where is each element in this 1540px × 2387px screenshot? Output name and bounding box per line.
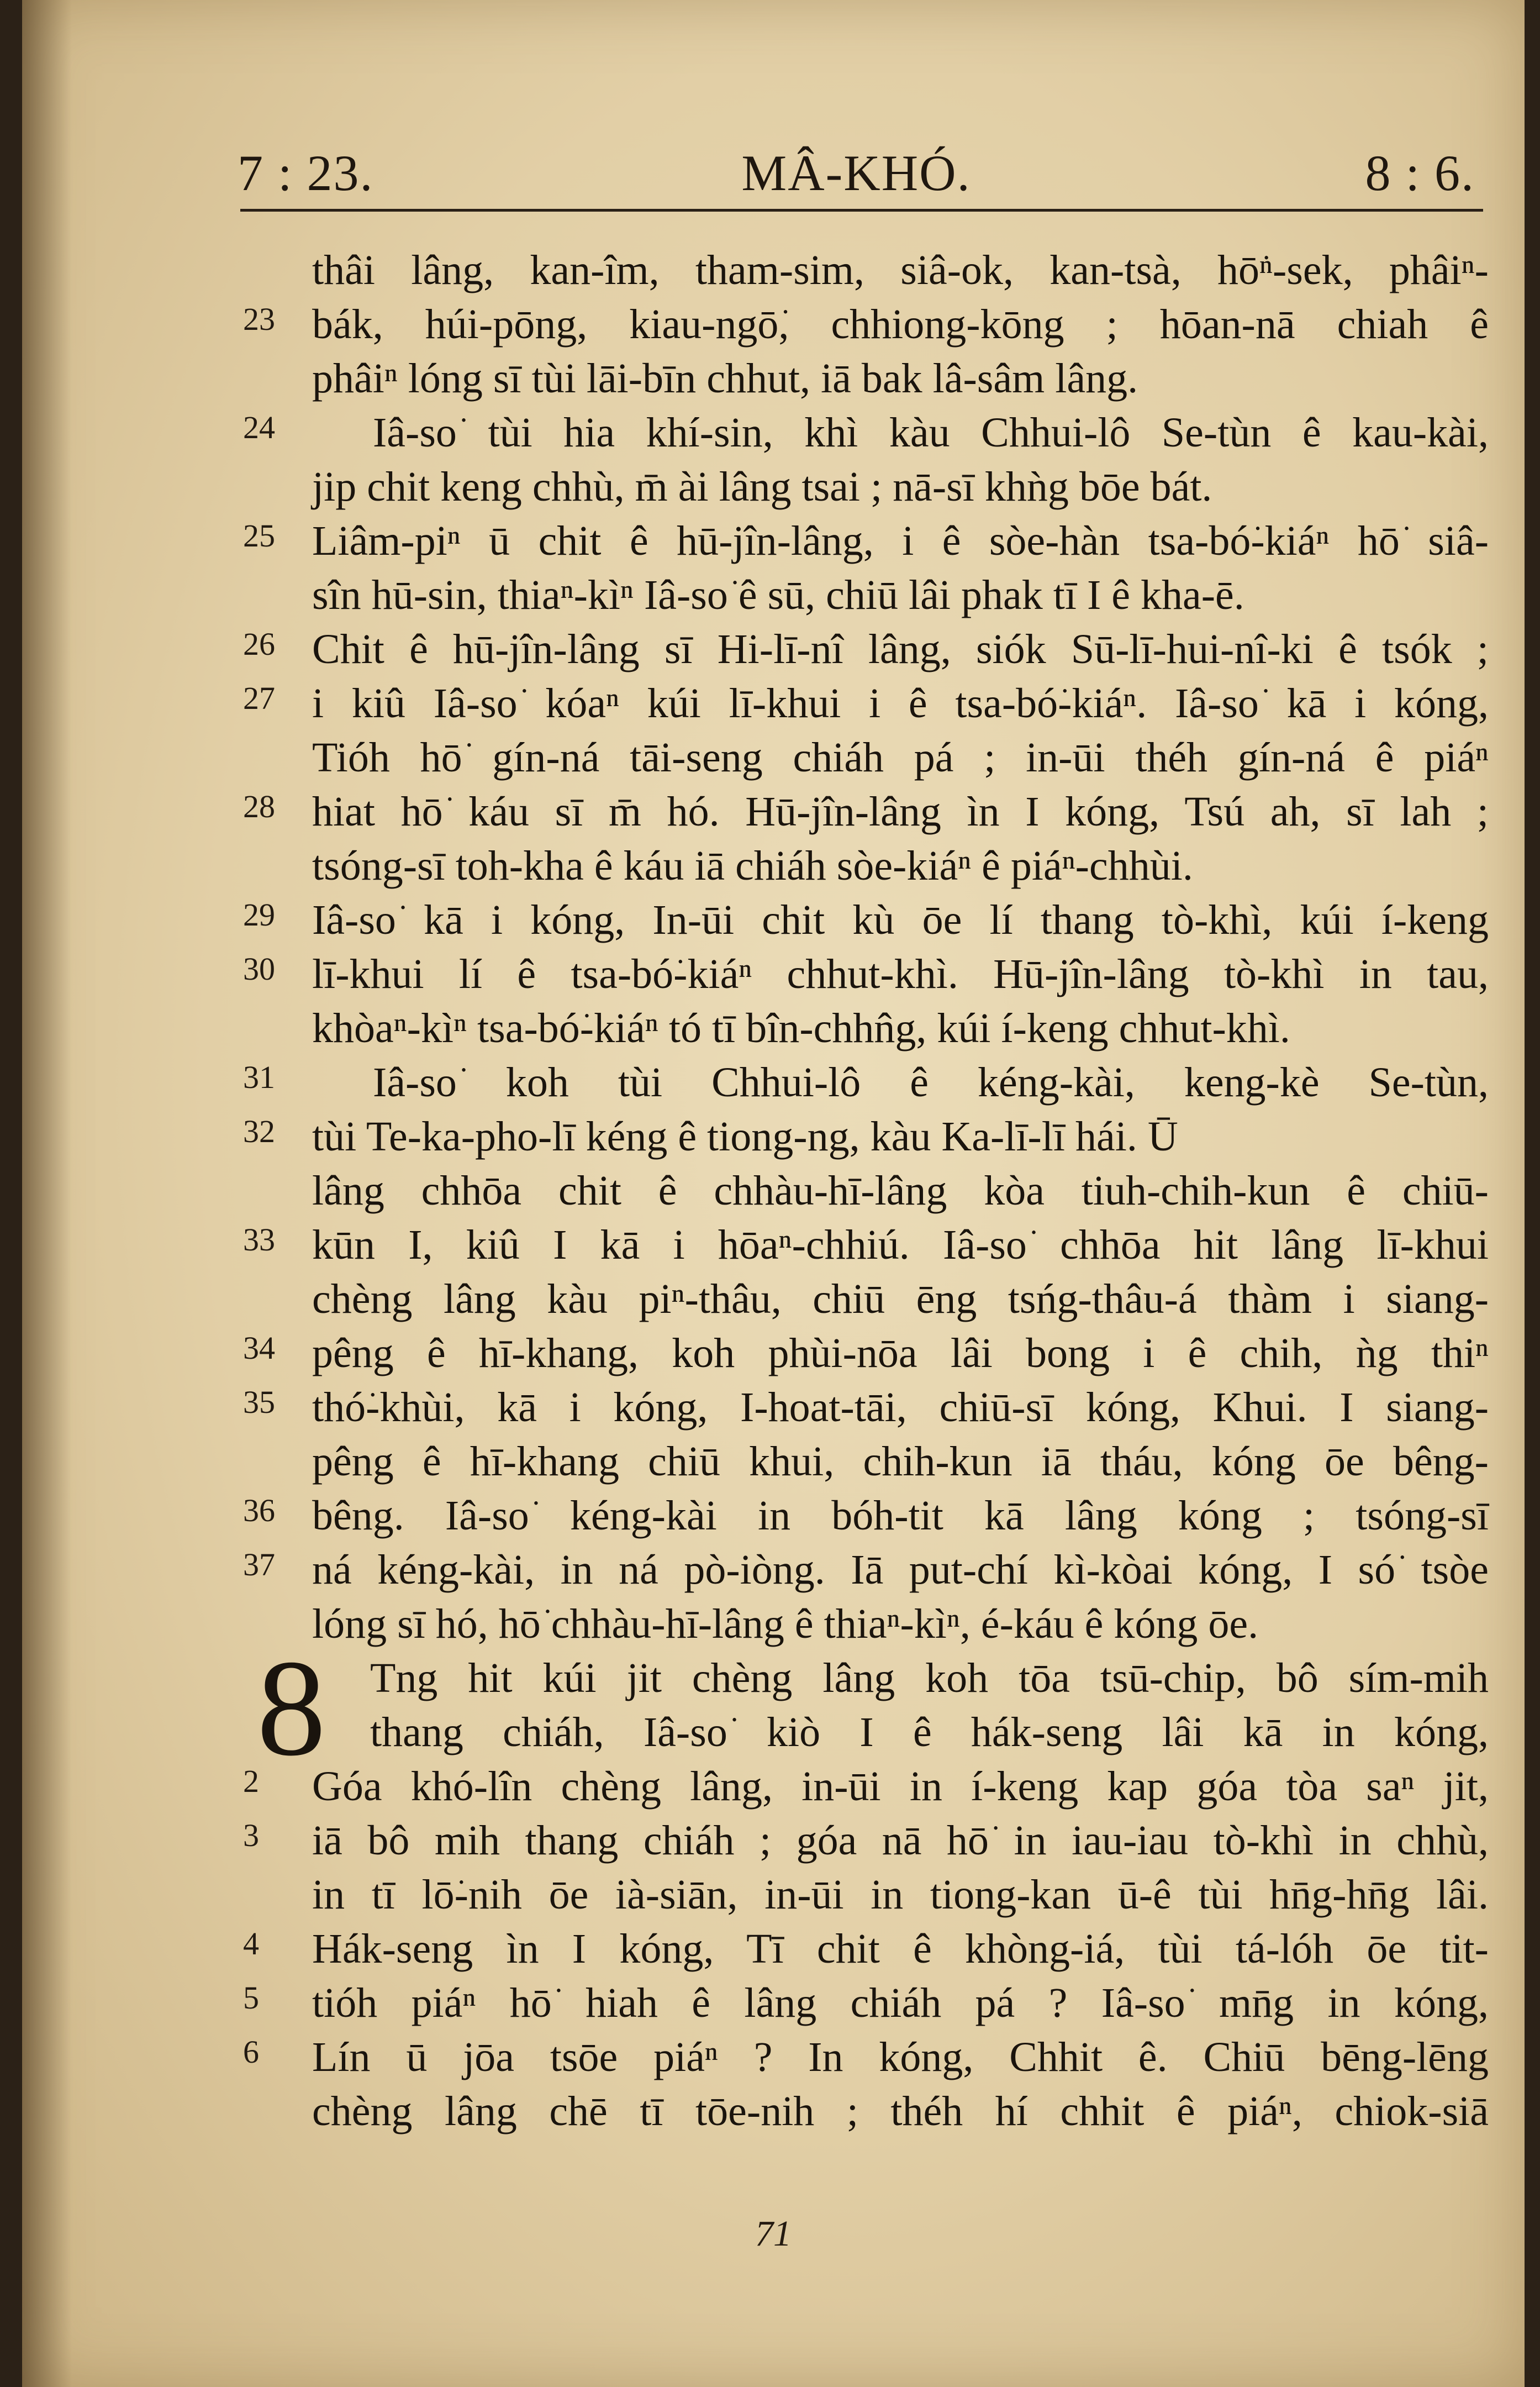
text-line xyxy=(22,785,1525,839)
line-text: in tī lō͘-nih ōe ià-siān, in-ūi in tiong-kan ū-ê tùi hn̄g-hn̄g lâi. xyxy=(312,1871,1489,1918)
text-line xyxy=(22,297,1525,351)
text-line xyxy=(22,893,1525,947)
text-line xyxy=(22,1489,1525,1543)
book-page xyxy=(22,0,1525,2387)
line-text: jip chit keng chhù, m̄ ài lâng tsai ; nā-sī khǹg bōe bát. xyxy=(312,464,1212,510)
line-text: tùi Te-ka-pho-lī kéng ê tiong-ng, kàu Ka-lī-lī hái. Ū xyxy=(312,1113,1178,1160)
header-verse-range-start: 7 : 23. xyxy=(238,145,374,201)
line-text: hiat hō͘ káu sī m̄ hó. Hū-jîn-lâng ìn I kóng, Tsú ah, sī lah ; xyxy=(312,788,1489,835)
line-text: Iâ-so͘ kā i kóng, In-ūi chit kù ōe lí thang tò-khì, kúi í-keng xyxy=(312,897,1489,943)
line-text: Liâm-piⁿ ū chit ê hū-jîn-lâng, i ê sòe-hàn tsa-bó͘-kiáⁿ hō͘ siâ- xyxy=(312,518,1489,564)
text-line xyxy=(22,1922,1525,1976)
line-text: chèng lâng kàu piⁿ-thâu, chiū ēng tsńg-thâu-á thàm i siang- xyxy=(312,1276,1489,1322)
text-line xyxy=(22,243,1525,297)
text-line xyxy=(22,1434,1525,1489)
text-line xyxy=(22,460,1525,514)
text-line xyxy=(22,1597,1525,1651)
text-line xyxy=(22,1813,1525,1868)
text-line xyxy=(22,2084,1525,2138)
verse-number: 35 xyxy=(243,1384,275,1420)
text-line xyxy=(22,1326,1525,1380)
verse-number: 29 xyxy=(243,897,275,933)
text-line xyxy=(22,730,1525,785)
line-text: Chit ê hū-jîn-lâng sī Hi-lī-nî lâng, siók Sū-lī-hui-nî-ki ê tsók ; xyxy=(312,626,1489,672)
line-text: lóng sī hó, hō͘ chhàu-hī-lâng ê thiaⁿ-kìⁿ, é-káu ê kóng ōe. xyxy=(312,1601,1259,1647)
verse-number: 31 xyxy=(243,1059,275,1095)
header-book-title: MÂ-KHÓ. xyxy=(741,145,971,201)
text-line xyxy=(22,351,1525,406)
text-line xyxy=(22,568,1525,622)
verse-number: 30 xyxy=(243,951,275,987)
verse-number: 24 xyxy=(243,409,275,445)
line-text: Lín ū jōa tsōe piáⁿ ? In kóng, Chhit ê. Chiū bēng-lēng xyxy=(312,2034,1489,2080)
text-line xyxy=(22,514,1525,568)
line-text: lâng chhōa chit ê chhàu-hī-lâng kòa tiuh-chih-kun ê chiū- xyxy=(312,1168,1489,1214)
line-text: thang chiáh, Iâ-so͘ kiò I ê hák-seng lâi kā in kóng, xyxy=(370,1709,1489,1755)
text-line xyxy=(22,1272,1525,1326)
line-text: i kiû Iâ-so͘ kóaⁿ kúi lī-khui i ê tsa-bó͘-kiáⁿ. Iâ-so͘ kā i kóng, xyxy=(312,680,1489,727)
line-text: chèng lâng chē tī tōe-nih ; théh hí chhit ê piáⁿ, chiok-siā xyxy=(312,2088,1489,2134)
verse-number: 26 xyxy=(243,626,275,662)
verse-number: 27 xyxy=(243,680,275,716)
text-line xyxy=(22,1055,1525,1110)
line-text: Góa khó-lîn chèng lâng, in-ūi in í-keng kap góa tòa saⁿ jit, xyxy=(312,1763,1489,1810)
line-text: tióh piáⁿ hō͘ hiah ê lâng chiáh pá ? Iâ-so͘ mn̄g in kóng, xyxy=(312,1980,1489,2026)
line-text: Iâ-so͘ koh tùi Chhui-lô ê kéng-kài, keng-kè Se-tùn, xyxy=(373,1059,1489,1106)
line-text: pêng ê hī-khang chiū khui, chih-kun iā tháu, kóng ōe bêng- xyxy=(312,1438,1489,1485)
text-line xyxy=(22,1110,1525,1164)
verse-number: 32 xyxy=(243,1113,275,1149)
line-text: Tng hit kúi jit chèng lâng koh tōa tsū-chip, bô sím-mih xyxy=(370,1655,1489,1701)
verse-number: 25 xyxy=(243,518,275,554)
verse-number: 33 xyxy=(243,1222,275,1258)
verse-number: 4 xyxy=(243,1926,259,1962)
line-text: iā bô mih thang chiáh ; góa nā hō͘ in iau-iau tò-khì in chhù, xyxy=(312,1817,1489,1864)
line-text: tsóng-sī toh-kha ê káu iā chiáh sòe-kiáⁿ ê piáⁿ-chhùi. xyxy=(312,843,1193,889)
chapter-number: 8 xyxy=(257,1632,326,1785)
verse-number: 3 xyxy=(243,1817,259,1853)
text-line xyxy=(22,2030,1525,2084)
text-line xyxy=(22,406,1525,460)
verse-number: 5 xyxy=(243,1980,259,2016)
text-line xyxy=(22,1380,1525,1434)
line-text: phâiⁿ lóng sī tùi lāi-bīn chhut, iā bak lâ-sâm lâng. xyxy=(312,355,1138,402)
line-text: thâi lâng, kan-îm, tham-sim, siâ-ok, kan-tsà, hō͘ⁿ-sek, phâiⁿ- xyxy=(312,247,1489,293)
line-text: thó͘-khùi, kā i kóng, I-hoat-tāi, chiū-sī kóng, Khui. I siang- xyxy=(312,1384,1489,1431)
text-line xyxy=(22,839,1525,893)
line-text: bák, húi-pōng, kiau-ngō͘, chhiong-kōng ; hōan-nā chiah ê xyxy=(312,301,1489,348)
header-verse-range-end: 8 : 6. xyxy=(1365,145,1475,201)
verse-number: 34 xyxy=(243,1330,275,1366)
text-line xyxy=(22,676,1525,730)
text-line xyxy=(22,622,1525,676)
text-line xyxy=(22,1001,1525,1055)
verse-number: 37 xyxy=(243,1547,275,1582)
text-line xyxy=(22,1868,1525,1922)
line-text: pêng ê hī-khang, koh phùi-nōa lâi bong i ê chih, ǹg thiⁿ xyxy=(312,1330,1489,1376)
verse-number: 2 xyxy=(243,1763,259,1799)
text-line xyxy=(22,1543,1525,1597)
line-text: bêng. Iâ-so͘ kéng-kài in bóh-tit kā lâng kóng ; tsóng-sī xyxy=(312,1492,1489,1539)
line-text: kūn I, kiû I kā i hōaⁿ-chhiú. Iâ-so͘ chhōa hit lâng lī-khui xyxy=(312,1222,1489,1268)
verse-number: 6 xyxy=(243,2034,259,2070)
header-rule xyxy=(240,209,1483,212)
line-text: ná kéng-kài, in ná pò-iòng. Iā put-chí kì-kòai kóng, I só͘ tsòe xyxy=(312,1547,1489,1593)
page-number: 71 xyxy=(755,2214,792,2254)
line-text: Tióh hō͘ gín-ná tāi-seng chiáh pá ; in-ūi théh gín-ná ê piáⁿ xyxy=(312,734,1489,781)
text-line xyxy=(22,1218,1525,1272)
line-text: Hák-seng ìn I kóng, Tī chit ê khòng-iá, tùi tá-lóh ōe tit- xyxy=(312,1926,1489,1972)
text-line xyxy=(22,1164,1525,1218)
verse-number: 28 xyxy=(243,788,275,824)
text-line xyxy=(22,947,1525,1001)
line-text: Iâ-so͘ tùi hia khí-sin, khì kàu Chhui-lô Se-tùn ê kau-kài, xyxy=(373,409,1489,456)
line-text: lī-khui lí ê tsa-bó͘-kiáⁿ chhut-khì. Hū-jîn-lâng tò-khì in tau, xyxy=(312,951,1489,997)
text-line xyxy=(22,1705,1525,1759)
verse-number: 23 xyxy=(243,301,275,337)
text-line xyxy=(22,1976,1525,2030)
text-line xyxy=(22,1759,1525,1813)
verse-number: 36 xyxy=(243,1492,275,1528)
running-header xyxy=(238,126,1497,209)
line-text: khòaⁿ-kìⁿ tsa-bó͘-kiáⁿ tó tī bîn-chhn̂g, kúi í-keng chhut-khì. xyxy=(312,1005,1290,1051)
line-text: sîn hū-sin, thiaⁿ-kìⁿ Iâ-so͘ ê sū, chiū lâi phak tī I ê kha-ē. xyxy=(312,572,1244,618)
